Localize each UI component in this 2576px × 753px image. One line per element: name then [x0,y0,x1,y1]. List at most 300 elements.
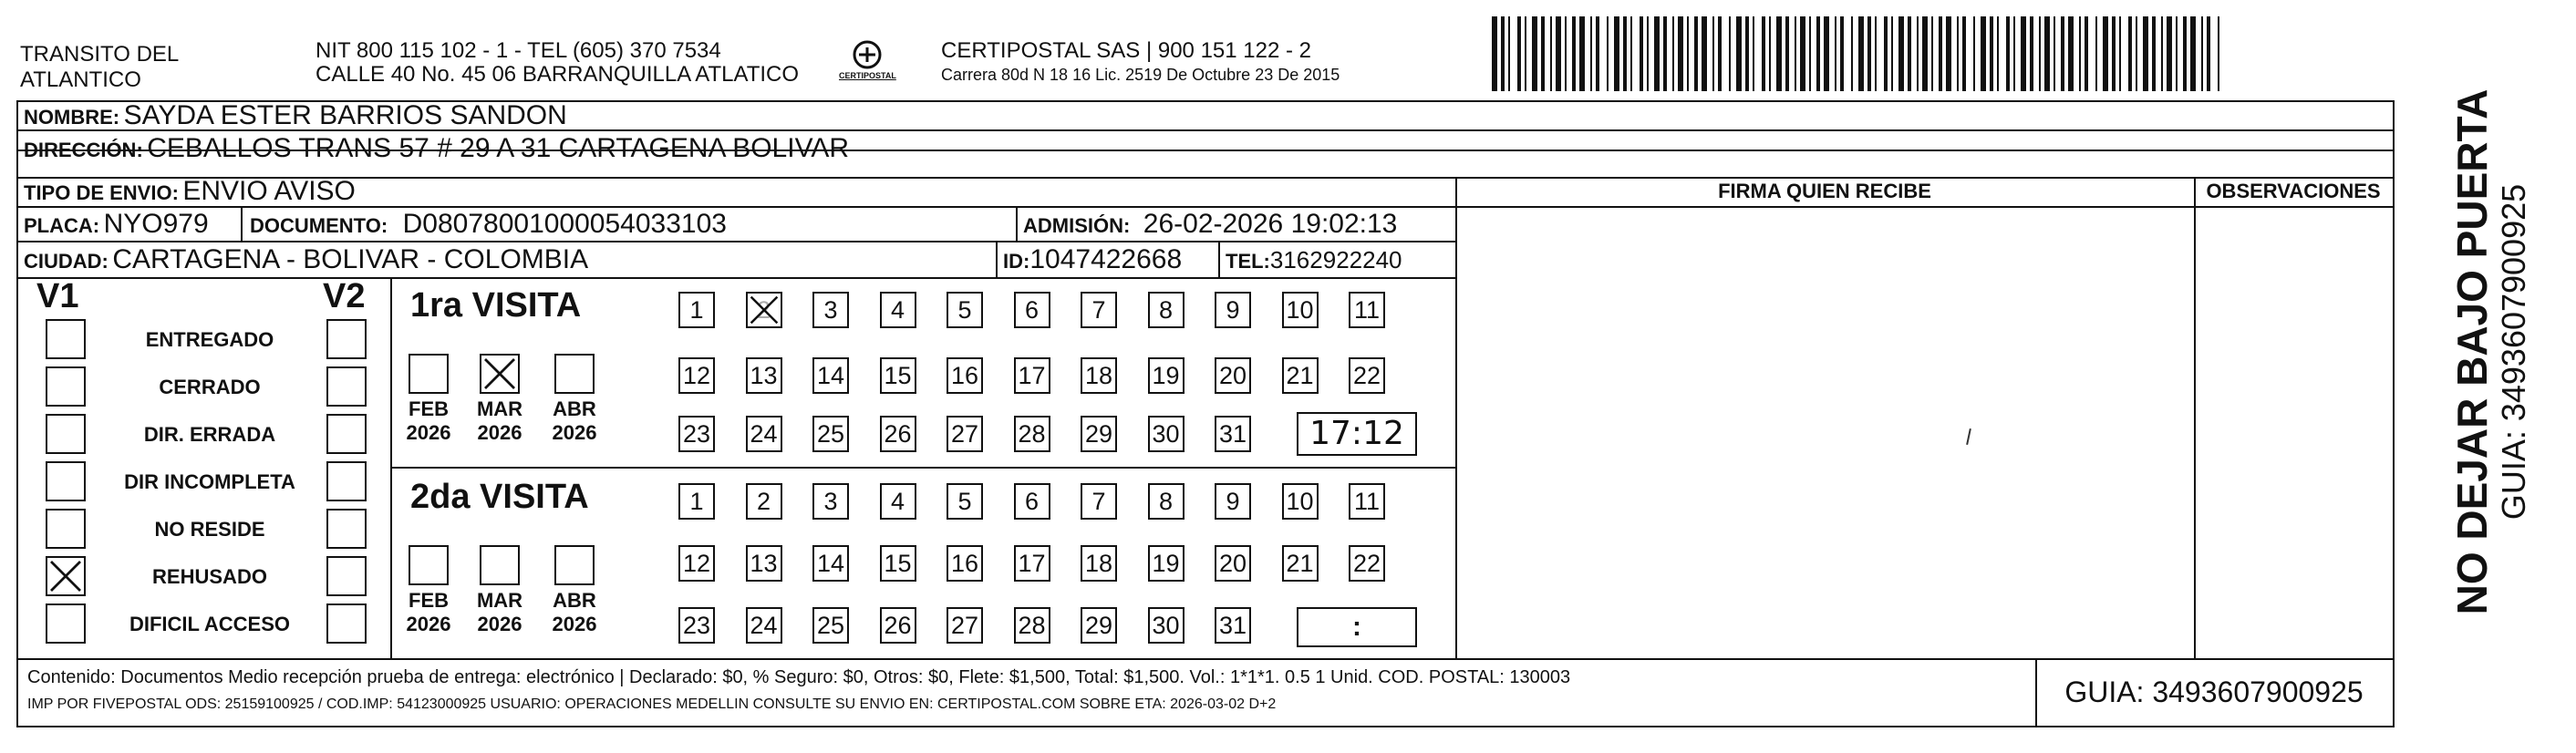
barcode-bar [2013,16,2015,91]
day-number: 1 [689,488,704,515]
day-number: 24 [750,612,778,639]
v2-checkbox[interactable] [326,319,367,359]
v1-checkbox[interactable] [46,461,86,501]
day-number: 8 [1158,488,1174,515]
status-option-label: REHUSADO [152,565,267,588]
day-number: 26 [884,612,912,639]
visit2-day-box[interactable] [678,483,715,520]
visit1-day-box[interactable] [1349,357,1385,394]
visit1-day-box[interactable] [678,416,715,452]
barcode-bar [1908,16,1911,91]
barcode [1492,16,2221,91]
visit2-day-box[interactable] [746,607,782,644]
barcode-bar [1623,16,1627,91]
barcode-bar [2068,16,2074,91]
barcode-bar [1596,16,1599,91]
courier-line: CERTIPOSTAL SAS | 900 151 122 - 2 [941,38,1311,63]
day-number: 16 [950,362,979,389]
visit1-day-box[interactable] [947,416,983,452]
month-name: ABR [553,397,596,420]
barcode-bar [1663,16,1667,91]
visit2-day-box[interactable] [1081,483,1117,520]
visit2-day-box[interactable] [1014,607,1050,644]
day-number: 30 [1152,420,1180,448]
day-number: 5 [957,488,972,515]
visit1-day-box[interactable] [1215,416,1251,452]
barcode-bar [1745,16,1749,91]
month-name: ABR [553,589,596,612]
barcode-bar [1687,16,1689,91]
barcode-bar [1694,16,1698,91]
barcode-bar [1614,16,1619,91]
barcode-bar [1565,16,1567,91]
barcode-bar [1795,16,1796,91]
day-number: 30 [1152,612,1180,639]
day-number: 9 [1226,488,1240,515]
barcode-bar [2119,16,2121,91]
visit1-day-box[interactable] [1014,357,1050,394]
nombre-value: SAYDA ESTER BARRIOS SANDON [123,100,567,130]
admision-label: ADMISIÓN: [1023,214,1131,237]
ciudad-row [24,244,588,280]
visit1-day-box[interactable] [1215,357,1251,394]
day-number: 29 [1084,612,1113,639]
visit1-day-box[interactable] [1148,357,1185,394]
barcode-bar [2085,16,2088,91]
visit2-day-box[interactable] [746,545,782,582]
side-text [2411,88,2532,665]
visit2-day-box[interactable] [1081,607,1117,644]
barcode-bar [1579,16,1585,91]
day-number: 12 [682,362,711,389]
visit1-day-box[interactable] [1282,357,1319,394]
barcode-bar [1922,16,1928,91]
placa-label: PLACA: [24,214,100,237]
firma-header: FIRMA QUIEN RECIBE [1718,180,1931,202]
documento-row [250,209,727,244]
visit1-day-box[interactable] [880,292,916,328]
day-number: 13 [750,362,778,389]
visit1-day-box[interactable] [1215,292,1251,328]
id-value: 1047422668 [1029,244,1183,274]
tel-label: TEL: [1226,250,1270,273]
barcode-bar [1736,16,1742,91]
visit2-day-box[interactable] [880,607,916,644]
day-number: 2 [756,488,771,515]
day-number: 2 [756,296,771,324]
visit1-title: 1ra VISITA [410,286,582,325]
visit2-day-box[interactable] [678,607,715,644]
visit1-day-box[interactable] [746,416,782,452]
barcode-bar [2128,16,2132,91]
status-option-label: DIR. ERRADA [143,423,276,446]
barcode-bar [2095,16,2097,91]
visit2-day-box[interactable] [1282,483,1319,520]
day-number: 20 [1218,362,1247,389]
day-number: 13 [750,550,778,577]
barcode-bar [1917,16,1919,91]
barcode-bar [1640,16,1643,91]
barcode-bar [1858,16,1864,91]
visit1-day-box[interactable] [1148,292,1185,328]
barcode-bar [1492,16,1497,91]
barcode-bar [1800,16,1805,91]
barcode-bar [1712,16,1714,91]
barcode-bar [1931,16,1933,91]
barcode-bar [1630,16,1632,91]
barcode-bar [1501,16,1505,91]
barcode-bar [1875,16,1877,91]
v2-checkbox[interactable] [326,414,367,454]
barcode-bar [1884,16,1888,91]
day-number: 11 [1353,296,1381,324]
day-number: 27 [950,420,979,448]
barcode-bar [2103,16,2108,91]
visit1-time[interactable]: 17:12 [1297,412,1417,456]
visit1-day-box[interactable] [1081,292,1117,328]
day-number: 3 [823,296,838,324]
barcode-bar [1532,16,1537,91]
barcode-bar [1939,16,1942,91]
logo-text: CERTIPOSTAL [839,71,896,80]
day-number: 9 [1226,296,1240,324]
v2-checkbox[interactable] [326,509,367,549]
v2-checkbox[interactable] [326,366,367,407]
barcode-bar [1990,16,1993,91]
visit1-day-box[interactable] [746,292,782,328]
v1-checkbox[interactable] [46,603,86,644]
certipostal-logo [839,36,895,88]
barcode-bar [1550,16,1552,91]
visit1-day-box[interactable] [812,416,849,452]
visit1-day-box[interactable] [1014,292,1050,328]
month-year: 2026 [406,613,451,635]
barcode-bar [2183,16,2187,91]
day-number: 28 [1018,420,1046,448]
visit2-day-box[interactable] [947,483,983,520]
side-guia: GUIA: 3493607900925 [2495,183,2532,521]
visit1-month-label [471,397,528,445]
barcode-bar [1981,16,1986,91]
barcode-bar [1678,16,1683,91]
visit2-day-box[interactable] [1215,545,1251,582]
tipo-value: ENVIO AVISO [182,176,356,206]
barcode-bar [2207,16,2210,91]
visit1-month-label [546,397,603,445]
visit1-day-box[interactable] [812,292,849,328]
visit2-day-box[interactable] [947,607,983,644]
barcode-bar [1997,16,1999,91]
nit-line: NIT 800 115 102 - 1 - TEL (605) 370 7534 [316,38,721,63]
visit2-day-box[interactable] [880,483,916,520]
visit2-day-box[interactable] [812,607,849,644]
tipo-row [24,177,356,211]
barcode-bar [2152,16,2156,91]
visit2-month-checkbox[interactable] [480,545,520,585]
day-number: 18 [1084,362,1113,389]
month-year: 2026 [552,613,597,635]
visit2-day-box[interactable] [947,545,983,582]
visit2-day-box[interactable] [746,483,782,520]
barcode-bar [1702,16,1707,91]
day-number: 23 [682,612,711,639]
day-number: 24 [750,420,778,448]
documento-value: D08078001000054033103 [402,209,727,239]
day-number: 6 [1024,296,1040,324]
visit2-day-box[interactable] [1349,483,1385,520]
month-name: MAR [476,397,523,420]
visit1-day-box[interactable] [678,292,715,328]
day-number: 19 [1152,362,1180,389]
visit2-day-box[interactable] [1148,483,1185,520]
tipo-label: TIPO DE ENVIO: [24,181,179,204]
day-number: 22 [1352,362,1381,389]
barcode-bar [1776,16,1782,91]
day-number: 16 [950,550,979,577]
barcode-bar [1762,16,1765,91]
day-number: 29 [1084,420,1113,448]
day-number: 1 [689,296,704,324]
footer-meta: IMP POR FIVEPOSTAL ODS: 25159100925 / COD.IMP: 54123000925 USUARIO: OPERACIONES MEDELLIN CONSULTE SU ENVIO EN: CERTIPOSTAL.COM SOBRE ETA: 2026-03-02 D+2 [27,696,1277,712]
barcode-bar [2201,16,2203,91]
barcode-bar [2167,16,2172,91]
barcode-bar [2176,16,2178,91]
visit2-day-box[interactable] [1148,545,1185,582]
status-option-label: NO RESIDE [154,518,265,541]
visit1-month-checkbox[interactable] [409,354,449,394]
barcode-bar [1898,16,1904,91]
barcode-bar [2112,16,2116,91]
status-option-label: ENTREGADO [145,328,274,351]
day-number: 12 [682,550,711,577]
documento-label: DOCUMENTO: [250,214,388,237]
barcode-bar [1891,16,1893,91]
placa-value: NYO979 [103,209,209,239]
no-dejar-warning: NO DEJAR BAJO PUERTA [2448,88,2496,615]
barcode-bar [1541,16,1545,91]
month-name: MAR [476,589,523,612]
direccion-label: DIRECCIÓN: [24,139,143,161]
barcode-bar [1753,16,1754,91]
month-year: 2026 [477,613,522,635]
day-number: 15 [884,550,912,577]
visit1-day-box[interactable] [1349,292,1385,328]
visit2-day-box[interactable] [1282,545,1319,582]
barcode-bar [1835,16,1836,91]
visit1-day-box[interactable] [1081,416,1117,452]
day-number: 20 [1218,550,1247,577]
barcode-bar [1840,16,1844,91]
visit2-time[interactable]: : [1297,607,1417,647]
barcode-bar [1672,16,1674,91]
barcode-bar [2030,16,2033,91]
day-number: 14 [816,550,845,577]
v1-checkbox[interactable] [46,509,86,549]
barcode-bar [1729,16,1731,91]
barcode-bar [1647,16,1649,91]
day-number: 22 [1352,550,1381,577]
visit2-day-box[interactable] [1215,483,1251,520]
day-number: 4 [890,488,905,515]
day-number: 23 [682,420,711,448]
footer-content: Contenido: Documentos Medio recepción prueba de entrega: electrónico | Declarado: $0, % Seguro: $0, Otros: $0, Flete: $1,500, Total: $1,500. Vol.: 1*1*1. 0.5 1 Unid. COD. POSTAL: 130003 [27,667,1571,687]
status-option-label: CERRADO [159,376,261,398]
ciudad-value: CARTAGENA - BOLIVAR - COLOMBIA [112,244,589,274]
barcode-bar [1517,16,1521,91]
v2-checkbox[interactable] [326,603,367,644]
v2-checkbox[interactable] [326,556,367,596]
visit2-day-box[interactable] [1081,545,1117,582]
v1-checkbox[interactable] [46,414,86,454]
visit2-month-label [546,589,603,636]
direccion-value: CEBALLOS TRANS 57 # 29 A 31 CARTAGENA BOLIVAR [147,133,850,163]
visit1-day-box[interactable] [947,292,983,328]
visit2-day-box[interactable] [678,545,715,582]
barcode-bar [1816,16,1820,91]
barcode-bar [1824,16,1829,91]
visit2-day-box[interactable] [1014,545,1050,582]
day-number: 4 [890,296,905,324]
status-option-label: DIR INCOMPLETA [124,470,295,493]
day-number: 10 [1286,296,1314,324]
barcode-bar [2136,16,2137,91]
barcode-bar [1556,16,1561,91]
visit1-month-checkbox[interactable] [480,354,520,394]
visit1-month-checkbox[interactable] [554,354,595,394]
month-year: 2026 [552,421,597,444]
barcode-bar [1785,16,1789,91]
day-number: 25 [816,420,845,448]
status-option-label: DIFICIL ACCESO [129,613,290,635]
month-year: 2026 [406,421,451,444]
direccion-row [24,134,849,168]
barcode-bar [1809,16,1811,91]
tel-row [1226,244,1402,280]
visit2-day-box[interactable] [1148,607,1185,644]
day-number: 14 [816,362,845,389]
barcode-bar [2039,16,2041,91]
tel-value: 3162922240 [1269,246,1402,273]
observaciones-header: OBSERVACIONES [2206,180,2381,202]
day-number: 10 [1286,488,1314,515]
barcode-bar [2079,16,2081,91]
barcode-bar [2161,16,2163,91]
day-number: 17 [1018,550,1046,577]
barcode-bar [1607,16,1609,91]
v1-checkbox[interactable] [46,366,86,407]
address-line: CALLE 40 No. 45 06 BARRANQUILLA ATLATICO [316,62,800,87]
day-number: 3 [823,488,838,515]
day-number: 8 [1158,296,1174,324]
visit2-day-box[interactable] [1349,545,1385,582]
visit1-day-box[interactable] [746,357,782,394]
barcode-bar [1973,16,1975,91]
barcode-bar [1957,16,1959,91]
barcode-bar [2021,16,2026,91]
visit2-month-label [400,589,457,636]
visit2-month-checkbox[interactable] [409,545,449,585]
visit1-day-box[interactable] [880,357,916,394]
day-number: 7 [1091,488,1106,515]
id-label: ID: [1003,250,1030,273]
barcode-bar [1946,16,1951,91]
barcode-bar [2143,16,2148,91]
nombre-row [24,101,567,135]
month-year: 2026 [477,421,522,444]
visit2-day-box[interactable] [812,483,849,520]
barcode-bar [2044,16,2050,91]
visit1-day-box[interactable] [678,357,715,394]
visit1-day-box[interactable] [1282,292,1319,328]
day-number: 15 [884,362,912,389]
barcode-bar [1654,16,1660,91]
firma-pen-mark [1966,428,1971,445]
barcode-bar [1572,16,1576,91]
day-number: 18 [1084,550,1113,577]
admision-value: 26-02-2026 19:02:13 [1143,209,1398,239]
visit2-month-checkbox[interactable] [554,545,595,585]
company-name: TRANSITO DEL ATLANTICO [20,42,179,92]
visit1-day-box[interactable] [880,416,916,452]
v1-checkbox[interactable] [46,556,86,596]
day-number: 19 [1152,550,1180,577]
day-number: 17 [1018,362,1046,389]
v1-label: V1 [36,277,79,315]
day-number: 7 [1091,296,1106,324]
visit2-day-box[interactable] [1215,607,1251,644]
barcode-bar [1718,16,1722,91]
day-number: 21 [1286,362,1314,389]
barcode-bar [2190,16,2196,91]
visit2-title: 2da VISITA [410,478,589,516]
admision-row [1023,209,1397,244]
visit2-day-box[interactable] [880,545,916,582]
visit2-day-box[interactable] [812,545,849,582]
month-name: FEB [409,397,449,420]
visit1-day-box[interactable] [1148,416,1185,452]
day-number: 21 [1286,550,1314,577]
barcode-bar [2061,16,2064,91]
month-name: FEB [409,589,449,612]
day-number: 25 [816,612,845,639]
barcode-bar [1867,16,1871,91]
placa-row [24,209,209,244]
day-number: 31 [1218,420,1247,448]
v1-checkbox[interactable] [46,319,86,359]
visit1-month-label [400,397,457,445]
license-line: Carrera 80d N 18 16 Lic. 2519 De Octubre 23 De 2015 [941,66,1340,84]
visit2-day-box[interactable] [1014,483,1050,520]
visit1-day-box[interactable] [812,357,849,394]
visit2-month-label [471,589,528,636]
barcode-bar [1851,16,1853,91]
barcode-bar [1525,16,1526,91]
v2-checkbox[interactable] [326,461,367,501]
day-number: 27 [950,612,979,639]
barcode-bar [1962,16,1966,91]
barcode-bar [2218,16,2219,91]
barcode-bar [1508,16,1510,91]
day-number: 6 [1024,488,1040,515]
visit1-day-box[interactable] [1014,416,1050,452]
v2-label: V2 [323,277,366,315]
day-number: 26 [884,420,912,448]
visit1-day-box[interactable] [1081,357,1117,394]
barcode-bar [1769,16,1771,91]
id-row [1003,244,1182,280]
visit1-day-box[interactable] [947,357,983,394]
barcode-bar [1590,16,1592,91]
